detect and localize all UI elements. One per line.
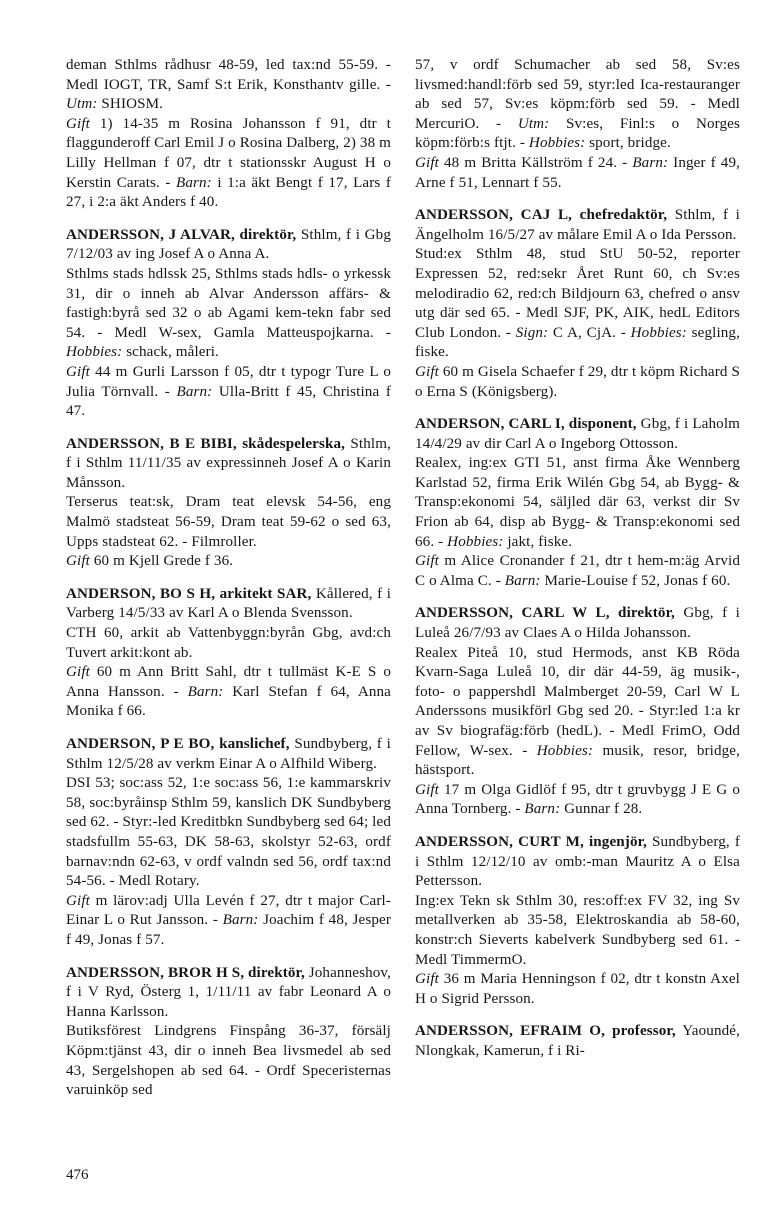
- entry-intro: [66, 964, 391, 1023]
- entry-paragraph: [415, 454, 740, 552]
- entry-text: Karl Stefan f 64, Anna Monika f 66.: [66, 683, 391, 720]
- entry-text: SHIOSM.: [97, 96, 164, 113]
- entry-intro: [66, 226, 391, 265]
- italic-label: Barn:: [187, 683, 224, 700]
- italic-label: Gift: [415, 363, 439, 380]
- entry-text: 57, v ordf Schumacher ab sed 58, Sv:es livsmed:handl:förb sed 59, styr:led Ica-restauranger ab sed 57, Sv:es köpm:förb sed 59. - Medl MercuriO. -: [415, 57, 740, 132]
- entry-paragraph: [66, 56, 391, 115]
- entry-paragraph: [415, 644, 740, 781]
- page-number: 476: [66, 1167, 89, 1183]
- entry-paragraph: [415, 56, 740, 154]
- biography-entry: [66, 226, 391, 422]
- italic-label: Barn:: [176, 383, 213, 400]
- entry-text: m Alice Cronander f 21, dtr t hem-m:äg Arvid C o Alma C. -: [415, 553, 740, 589]
- entry-text: Butiksförest Lindgrens Finspång 36-37, försälj Köpm:tjänst 43, dir o inneh Bea livsmedel ab sed 43, Sergelshopen ab sed 64. - Ordf Specеristernas varuinköp sed: [66, 1023, 392, 1099]
- biography-entry: [415, 1022, 740, 1061]
- entry-intro: [415, 415, 740, 454]
- entry-paragraph: [415, 781, 740, 820]
- italic-label: Utm:: [517, 115, 550, 132]
- italic-label: Gift: [66, 553, 90, 570]
- entry-paragraph: [66, 265, 391, 363]
- entry-text: CTH 60, arkit ab Vattenbyggn:byrån Gbg, avd:ch Tuvert arkit:kont ab.: [66, 625, 391, 661]
- entry-text: 60 m Ann Britt Sahl, dtr t tullmäst K-E S o Anna Hansson. -: [66, 664, 391, 700]
- entry-text: m lärov:adj Ulla Levén f 27, dtr t major Carl-Einar L o Rut Jansson. -: [66, 892, 391, 929]
- italic-label: Hobbies:: [66, 344, 123, 361]
- entry-paragraph: [66, 1022, 391, 1100]
- entry-paragraph: [415, 892, 740, 970]
- italic-label: Gift: [66, 892, 90, 909]
- entry-text: Gbg, f i Laholm 14/4/29 av dir Carl A o Ingeborg Ottosson.: [415, 416, 740, 452]
- entry-text: Gbg, f i Luleå 26/7/93 av Claes A o Hilda Johansson.: [415, 605, 740, 642]
- entry-text: 48 m Britta Källström f 24. -: [438, 154, 633, 171]
- entry-text: 1) 14-35 m Rosina Johansson f 91, dtr t flaggunderoff Carl Emil J o Rosina Dalberg, 2) 38 m Lilly Hellman f 07, dtr t stationsskr August H o Kerstin Carats. -: [66, 115, 391, 191]
- italic-label: Gift: [415, 781, 439, 798]
- entry-heading: ANDERSSON, BROR H S, direktör,: [66, 964, 305, 981]
- entry-text: Gunnar f 28.: [560, 801, 643, 818]
- entry-heading: ANDERSSON, J ALVAR, direktör,: [66, 226, 297, 243]
- entry-text: Sthlm, f i Gbg 7/12/03 av ing Josef A o Anna A.: [66, 226, 391, 263]
- italic-label: Barn:: [222, 912, 259, 929]
- entry-text: i 1:a äkt Bengt f 17, Lars f 27, i 2:a äkt Anders f 40.: [66, 174, 391, 211]
- italic-label: Gift: [66, 363, 90, 380]
- entry-paragraph: [415, 363, 740, 402]
- entry-heading: ANDERSON, CARL I, disponent,: [415, 416, 637, 433]
- biography-entry: [66, 56, 391, 213]
- right-column: [415, 56, 740, 1075]
- entry-paragraph: [415, 970, 740, 1009]
- italic-label: Barn:: [176, 174, 212, 191]
- biography-entry: [66, 585, 391, 722]
- entry-paragraph: [415, 552, 740, 591]
- entry-text: 60 m Kjell Grede f 36.: [89, 553, 234, 570]
- entry-heading: ANDERSSON, EFRAIM O, professor,: [415, 1023, 676, 1040]
- italic-label: Gift: [415, 154, 439, 171]
- entry-intro: [415, 604, 740, 643]
- entry-intro: [415, 1022, 740, 1061]
- biography-entry: [66, 735, 391, 951]
- entry-paragraph: [415, 245, 740, 363]
- entry-paragraph: [66, 774, 391, 892]
- entry-paragraph: [66, 115, 391, 213]
- italic-label: Hobbies:: [536, 742, 594, 759]
- entry-intro: [66, 735, 391, 774]
- entry-text: 60 m Gisela Schaefer f 29, dtr t köpm Richard S o Erna S (Königsberg).: [415, 363, 740, 400]
- entry-text: C A, CjA. -: [548, 324, 631, 341]
- entry-text: Realex, ing:ex GTI 51, anst firma Åke Wennberg Karlstad 52, firma Erik Wilén Gbg 54, ab Bygg- & Transp:ekonomi 54, säljled där 63, verkst dir Sv Frion ab 64, disp ab Bygg- & Transp:ekonomi sed 66. -: [415, 455, 740, 550]
- entry-text: Joachim f 48, Jesper f 49, Jonas f 57.: [66, 912, 391, 948]
- italic-label: Gift: [415, 553, 439, 570]
- italic-label: Gift: [66, 115, 90, 132]
- entry-text: Inger f 49, Arne f 51, Lennart f 55.: [415, 154, 741, 191]
- entry-text: Marie-Louise f 52, Jonas f 60.: [540, 572, 731, 589]
- entry-text: segling, fiske.: [415, 324, 740, 361]
- entry-intro: [415, 206, 740, 245]
- entry-heading: ANDERSSON, CAJ L, chefredaktör,: [415, 207, 668, 224]
- entry-paragraph: [66, 363, 391, 422]
- entry-heading: ANDERSSON, CURT M, ingenjör,: [415, 833, 647, 850]
- biography-entry: [415, 415, 740, 591]
- italic-label: Hobbies:: [528, 135, 586, 152]
- entry-text: Ulla-Britt f 45, Christina f 47.: [66, 383, 391, 420]
- entry-paragraph: [66, 624, 391, 663]
- italic-label: Barn:: [524, 801, 561, 818]
- entry-heading: ANDERSON, P E BO, kanslichef,: [66, 736, 290, 752]
- left-column: [66, 56, 391, 1114]
- entry-text: 44 m Gurli Larsson f 05, dtr t typogr Ture L o Julia Törnvall. -: [66, 363, 391, 400]
- entry-text: Stud:ex Sthlm 48, stud StU 50-52, reporter Expressen 52, red:sekr Året Runt 60, ch Sv:es melodiradio 62, red:ch Bildjourn 63, chefred o ansv utg där sed 65. - Medl SJF, PK, AIK, hedL Editors Club London. -: [415, 246, 740, 341]
- entry-text: Yaoundé, Nlongkak, Kamerun, f i Ri-: [415, 1023, 741, 1059]
- italic-label: Gift: [415, 971, 439, 988]
- biography-entry: [415, 833, 740, 1009]
- entry-text: 36 m Maria Henningson f 02, dtr t konstn Axel H o Sigrid Persson.: [415, 971, 740, 1007]
- biography-entry: [66, 435, 391, 572]
- entry-text: Sthlms stads hdlssk 25, Sthlms stads hdls- o yrkessk 31, dir o inneh ab Alvar Andersson affärs- & fastigh:byrå sed 32 o ab Agami kem-tekn fabr sed 54. - Medl W-sex, Gamla Matteuspojkarna. -: [66, 265, 391, 341]
- entry-text: musik, resor, bridge, hästsport.: [415, 742, 740, 779]
- entry-heading: ANDERSON, BO S H, arkitekt SAR,: [66, 585, 312, 602]
- entry-text: Johanneshov, f i V Ryd, Österg 1, 1/11/11 av fabr Leonard A o Hanna Karlsson.: [66, 964, 391, 1020]
- entry-text: Sundbyberg, f i Sthlm 12/12/10 av omb:-man Mauritz A o Elsa Pettersson.: [415, 833, 740, 890]
- italic-label: Hobbies:: [630, 324, 687, 341]
- entry-paragraph: [66, 552, 391, 572]
- entry-heading: ANDERSSON, B E BIBI, skådespelerska,: [66, 435, 346, 452]
- entry-intro: [66, 585, 391, 624]
- entry-text: DSI 53; soc:ass 52, 1:e soc:ass 56, 1:e kammarskriv 58, soc:byråinsp Sthlm 59, kanslich DK Sundbyberg sed 62. - Styr:-led Kreditbkn Sundbyberg sed 64; led stadsfullm 55-63, DK 58-63, skolstyr 52-63, ordf barnav:ndn 62-63, v ordf valndn sed 56, ordf tax:nd 54-56. - Medl Rotary.: [66, 775, 391, 890]
- entry-heading: ANDERSSON, CARL W L, direktör,: [415, 605, 675, 622]
- italic-label: Utm:: [66, 96, 98, 113]
- italic-label: Barn:: [504, 572, 541, 589]
- entry-text: Kållered, f i Varberg 14/5/33 av Karl A o Blenda Svensson.: [66, 585, 392, 622]
- entry-text: Sundbyberg, f i Sthlm 12/5/28 av verkm Einar A o Alfhild Wiberg.: [66, 736, 391, 772]
- entry-text: Ing:ex Tekn sk Sthlm 30, res:off:ex FV 32, ing Sv metallverken ab 35-58, Elektroskandia ab 58-60, konstr:ch Sieverts kabelverk Sundbyberg sed 61. - Medl TimmermO.: [415, 892, 740, 968]
- biography-entry: [415, 56, 740, 193]
- entry-paragraph: [66, 493, 391, 552]
- italic-label: Sign:: [515, 324, 549, 341]
- entry-text: jakt, fiske.: [503, 533, 573, 550]
- entry-text: schack, måleri.: [122, 344, 219, 361]
- entry-text: Sthlm, f i Sthlm 11/11/35 av expressinneh Josef A o Karin Månsson.: [66, 435, 391, 491]
- entry-text: sport, bridge.: [585, 135, 671, 152]
- biography-entry: [66, 964, 391, 1101]
- entry-text: Terserus teat:sk, Dram teat elevsk 54-56, eng Malmö stadsteat 56-59, Dram teat 59-62 o sed 63, Upps stadsteat 62. - Filmroller.: [66, 494, 391, 550]
- entry-paragraph: [66, 892, 391, 951]
- entry-text: deman Sthlms rådhusr 48-59, led tax:nd 55-59. - Medl IOGT, TR, Samf S:t Erik, Konsthantv gille. -: [66, 57, 391, 93]
- entry-paragraph: [415, 154, 740, 193]
- entry-paragraph: [66, 663, 391, 722]
- entry-text: Realex Piteå 10, stud Hermods, anst KB Röda Kvarn-Saga Luleå 10, dir där 44-59, äg musik-, foto- o pappershdl Malmberget 20-59, Carl W L Anderssons musikförl Gbg sed 20. - Styr:led 1:a kr av Sv biografäg:förb (hedL). - Medl FrimO, Odd Fellow, W-sex. -: [415, 644, 740, 759]
- italic-label: Hobbies:: [447, 533, 504, 550]
- entry-text: 17 m Olga Gidlöf f 95, dtr t gruvbygg J E G o Anna Tornberg. -: [415, 781, 740, 818]
- biography-entry: [415, 604, 740, 820]
- entry-intro: [66, 435, 391, 494]
- entry-text: Sthlm, f i Ängelholm 16/5/27 av målare Emil A o Ida Persson.: [415, 207, 740, 243]
- italic-label: Gift: [66, 664, 90, 681]
- biography-entry: [415, 206, 740, 402]
- italic-label: Barn:: [632, 154, 669, 171]
- entry-intro: [415, 833, 740, 892]
- entry-text: Sv:es, Finl:s o Norges köpm:förb:s ftjt. -: [415, 115, 740, 152]
